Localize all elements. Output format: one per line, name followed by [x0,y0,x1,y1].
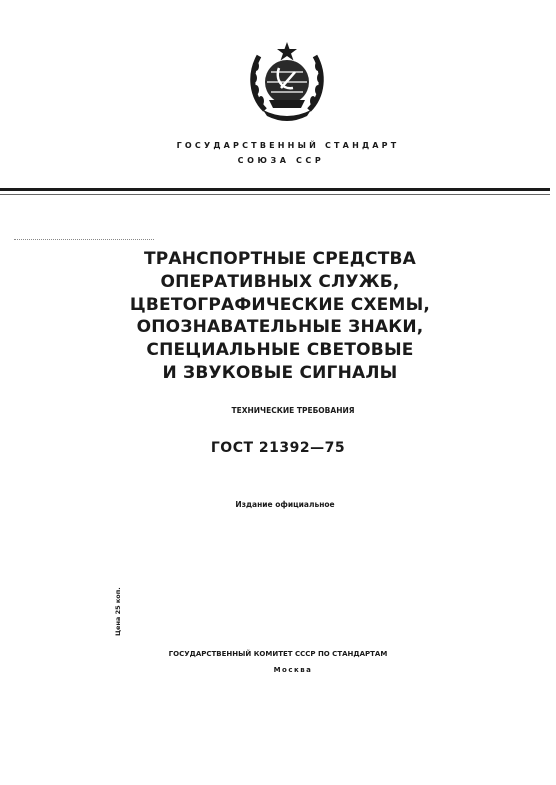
title-line: СПЕЦИАЛЬНЫЕ СВЕТОВЫЕ [146,340,414,361]
document-subtitle: ТЕХНИЧЕСКИЕ ТРЕБОВАНИЯ [231,406,355,415]
title-line: И ЗВУКОВЫЕ СИГНАЛЫ [162,362,398,383]
divider-thick [0,188,550,191]
gost-number: ГОСТ 21392—75 [210,440,346,456]
header-union-title: СОЮЗА ССР [237,156,325,165]
document-title [120,248,440,385]
divider-thin [0,194,550,195]
header-standard-title: ГОСУДАРСТВЕННЫЙ СТАНДАРТ [176,141,400,150]
title-line: ОПОЗНАВАТЕЛЬНЫЕ ЗНАКИ, [136,317,424,338]
edition-note: Издание официальное [235,500,335,509]
title-line: ЦВЕТОГРАФИЧЕСКИЕ СХЕМЫ, [129,294,431,315]
publisher-name: ГОСУДАРСТВЕННЫЙ КОМИТЕТ СССР ПО СТАНДАРТАМ [168,650,388,658]
title-line: ОПЕРАТИВНЫХ СЛУЖБ, [160,271,400,292]
title-line: ТРАНСПОРТНЫЕ СРЕДСТВА [143,249,417,269]
price-label: Цена 25 коп. [114,587,122,636]
publication-city: Москва [273,666,313,674]
scan-specks [14,239,154,242]
ussr-state-emblem-icon [245,38,329,122]
